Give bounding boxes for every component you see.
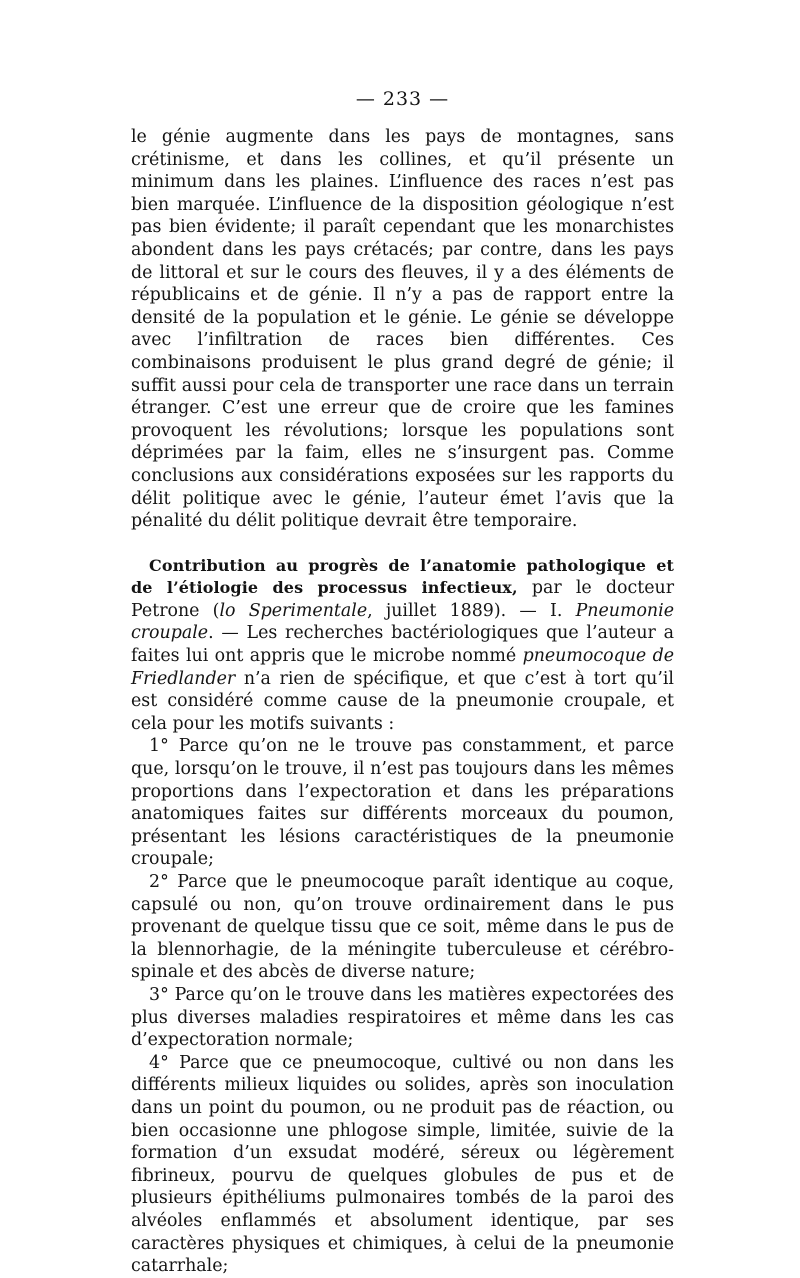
list-item-point-4: 4° Parce que ce pneumocoque, cultivé ou non dans les différents milieux liquides ou solides, après son inoculation dans un point du poumon, ou ne produit pas de réaction, ou bien occasionne une phlogose simple, limitée, suivie de la formation d’un exsudat modéré, séreux ou légèrement fibrineux, pourvu de quelques globules de pus et de plusieurs épithéliums pulmonaires tombés de la paroi des alvéoles enflammés et absolument identique, par ses caractères physiques et chimiques, à celui de la pneumonie catarrhale;: [131, 1052, 674, 1277]
article-intro-text-2: n’a rien de spécifique, et que c’est à tort qu’il est considéré comme cause de la pneumonie croupale, et cela pour les motifs suivants :: [131, 668, 674, 734]
article-title: Contribution au progrès de l’anatomie pathologique et de l’étiologie des processus infectieux,: [131, 555, 674, 598]
journal-name: lo Sperimentale: [219, 600, 368, 621]
list-item-point-2: 2° Parce que le pneumocoque paraît identique au coque, capsulé ou non, qu’on trouve ordinairement dans le pus provenant de quelque tissu que ce soit, même dans le pus de la blennorhagie, de la méningite tuberculeuse et cérébro-spinale et des abcès de diverse nature;: [131, 872, 674, 983]
section-heading: Pneumonie croupale: [131, 600, 674, 644]
page-body: [131, 126, 674, 1278]
book-page: [131, 88, 674, 1278]
article-intro-paragraph: [131, 555, 674, 736]
page-number: — 233 —: [355, 88, 450, 110]
article-intro-text-1: . — Les recherches bactériologiques que l’auteur a faites lui ont appris que le microbe nommé: [131, 623, 674, 667]
microbe-name: pneumocoque de Friedlander: [131, 646, 674, 689]
paragraph-genius-politics: le génie augmente dans les pays de montagnes, sans crétinisme, et dans les collines, et qu’il présente un minimum dans les plaines. L’influence des races n’est pas bien marquée. L’influence de la disposition géologique n’est pas bien évidente; il paraît cependant que les monarchistes abondent dans les pays crétacés; par contre, dans les pays de littoral et sur le cours des fleuves, il y a des éléments de républicains et de génie. Il n’y a pas de rapport entre la densité de la population et le génie. Le génie se développe avec l’infiltration de races bien différentes. Ces combinaisons produisent le plus grand degré de génie; il suffit aussi pour cela de transporter une race dans un terrain étranger. C’est une erreur que de croire que les famines provoquent les révolutions; lorsque les populations sont déprimées par la faim, elles ne s’insurgent pas. Comme conclusions aux considérations exposées sur les rapports du délit politique avec le génie, l’auteur émet l’avis que la pénalité du délit politique devrait être temporaire.: [131, 127, 674, 532]
article-date: , juillet 1889). — I.: [367, 600, 576, 621]
list-item-point-1: 1° Parce qu’on ne le trouve pas constamment, et parce que, lorsqu’on le trouve, il n’est pas toujours dans les mêmes proportions dans l’expectoration et dans les préparations anatomiques faites sur différents morceaux du poumon, présentant les lésions caractéristiques de la pneumonie croupale;: [131, 736, 674, 870]
section-spacer: [131, 533, 674, 555]
article-byline: par le docteur Petrone (: [131, 578, 675, 621]
list-item-point-3: 3° Parce qu’on le trouve dans les matières expectorées des plus diverses maladies respiratoires et même dans les cas d’expectoration normale;: [131, 984, 674, 1051]
